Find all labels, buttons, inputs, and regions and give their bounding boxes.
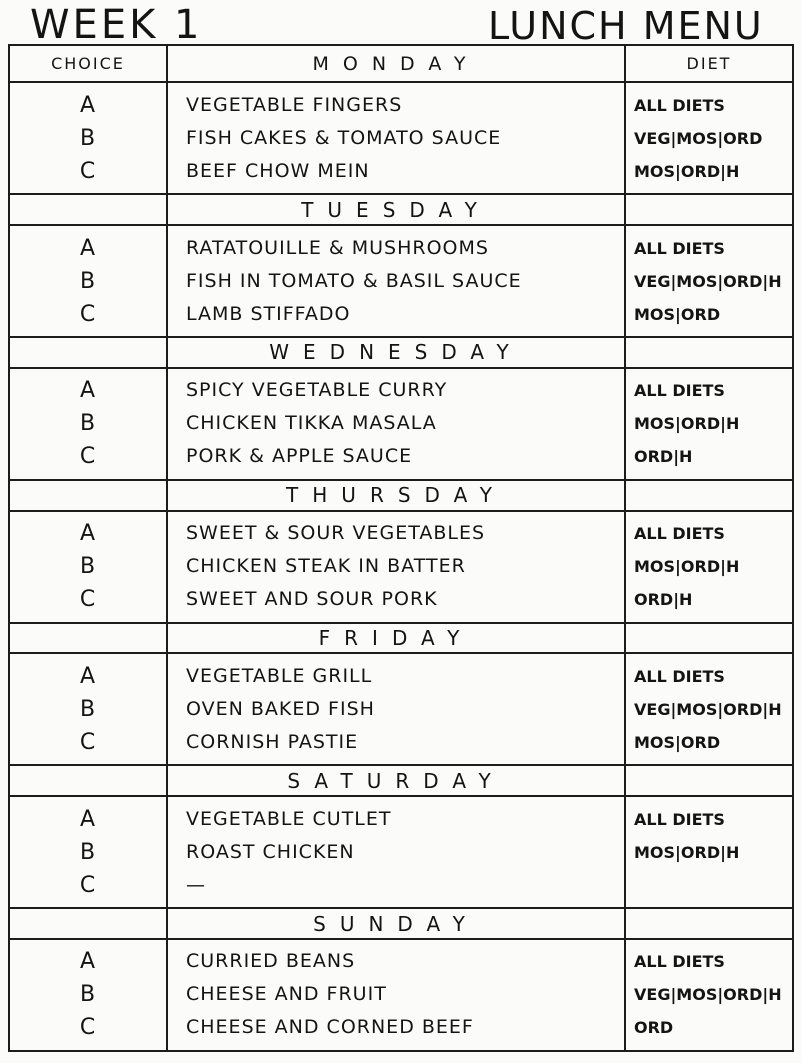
choice-letter: A xyxy=(79,235,97,261)
diet-codes: MOS|ORD|H xyxy=(634,161,740,181)
dish-name: VEGETABLE CUTLET xyxy=(186,807,392,830)
choice-letter: B xyxy=(79,125,97,151)
choice-letter: A xyxy=(79,663,97,689)
dish-name: CHICKEN STEAK IN BATTER xyxy=(186,555,466,578)
day-row-spacer xyxy=(9,194,167,225)
diet-codes xyxy=(626,869,792,902)
choice-letter: C xyxy=(79,158,97,184)
diet-codes: ALL DIETS xyxy=(634,524,725,544)
day-row-spacer xyxy=(625,765,793,796)
dishes-saturday xyxy=(167,796,625,908)
choice-letter: B xyxy=(79,268,97,294)
day-row-spacer xyxy=(625,337,793,368)
diet-codes: ALL DIETS xyxy=(634,95,725,115)
dishes-monday xyxy=(167,82,625,194)
diets-wednesday xyxy=(625,368,793,480)
menu-title: LUNCH MENU xyxy=(488,4,764,48)
dish-name: BEEF CHOW MEIN xyxy=(186,159,370,182)
choice-letter: C xyxy=(79,872,97,898)
diets-saturday xyxy=(625,796,793,908)
choice-letter: C xyxy=(79,1015,97,1041)
dishes-wednesday xyxy=(167,368,625,480)
diet-codes: MOS|ORD|H xyxy=(634,557,740,577)
dish-name: OVEN BAKED FISH xyxy=(186,697,375,720)
diets-monday xyxy=(625,82,793,194)
meal-block-wednesday xyxy=(9,368,793,480)
choice-letter: B xyxy=(79,411,97,437)
day-row-spacer xyxy=(9,337,167,368)
diet-codes: MOS|ORD|H xyxy=(634,414,740,434)
diet-codes: VEG|MOS|ORD xyxy=(634,128,763,148)
day-name-friday: FRIDAY xyxy=(167,623,625,654)
diet-codes: VEG|MOS|ORD|H xyxy=(634,271,782,291)
choice-letters-friday xyxy=(9,653,167,765)
day-name-sunday: SUNDAY xyxy=(167,908,625,939)
diet-codes: ALL DIETS xyxy=(634,952,725,972)
dish-name: SWEET & SOUR VEGETABLES xyxy=(186,522,486,545)
choice-letter: B xyxy=(79,982,97,1008)
diet-codes: ORD xyxy=(634,1018,674,1038)
dish-name: PORK & APPLE SAUCE xyxy=(186,445,413,468)
choice-letter: C xyxy=(79,444,97,470)
dish-name: VEGETABLE GRILL xyxy=(186,664,373,687)
dish-name: CHEESE AND CORNED BEEF xyxy=(186,1016,474,1039)
day-header-monday: MONDAY xyxy=(167,45,625,82)
choice-letters-wednesday xyxy=(9,368,167,480)
day-row-tuesday xyxy=(9,194,793,225)
choice-letter: A xyxy=(79,806,97,832)
diets-friday xyxy=(625,653,793,765)
diet-codes: ALL DIETS xyxy=(634,666,725,686)
day-row-spacer xyxy=(9,908,167,939)
week-title: WEEK 1 xyxy=(30,2,203,48)
meal-block-friday xyxy=(9,653,793,765)
diet-column-header: DIET xyxy=(625,45,793,82)
diets-tuesday xyxy=(625,225,793,337)
dish-name: CORNISH PASTIE xyxy=(186,730,359,753)
dish-name: VEGETABLE FINGERS xyxy=(186,93,403,116)
day-row-thursday xyxy=(9,480,793,511)
dishes-sunday xyxy=(167,939,625,1051)
lunch-menu-table xyxy=(8,44,794,1052)
diet-codes: VEG|MOS|ORD|H xyxy=(634,985,782,1005)
day-row-wednesday xyxy=(9,337,793,368)
dishes-friday xyxy=(167,653,625,765)
choice-letter: C xyxy=(79,729,97,755)
choice-letter: A xyxy=(79,949,97,975)
dish-name: LAMB STIFFADO xyxy=(186,302,351,325)
diet-codes: ORD|H xyxy=(634,447,693,467)
choice-letter: B xyxy=(79,839,97,865)
meal-block-monday xyxy=(9,82,793,194)
choice-letter: A xyxy=(79,92,97,118)
day-row-spacer xyxy=(9,765,167,796)
diet-codes: MOS|ORD xyxy=(634,732,721,752)
diet-codes: MOS|ORD xyxy=(634,304,721,324)
choice-letters-monday xyxy=(9,82,167,194)
diets-sunday xyxy=(625,939,793,1051)
dish-name: CHEESE AND FRUIT xyxy=(186,983,387,1006)
diets-thursday xyxy=(625,511,793,623)
dish-name: ROAST CHICKEN xyxy=(186,840,355,863)
choice-letter: C xyxy=(79,587,97,613)
dish-name: RATATOUILLE & MUSHROOMS xyxy=(186,236,489,259)
choice-letters-tuesday xyxy=(9,225,167,337)
day-row-spacer xyxy=(9,623,167,654)
choice-letters-thursday xyxy=(9,511,167,623)
menu-body xyxy=(9,45,793,1051)
day-row-saturday xyxy=(9,765,793,796)
day-name-tuesday: TUESDAY xyxy=(167,194,625,225)
day-name-thursday: THURSDAY xyxy=(167,480,625,511)
dish-name: FISH IN TOMATO & BASIL SAUCE xyxy=(186,269,522,292)
day-name-wednesday: WEDNESDAY xyxy=(167,337,625,368)
choice-letter: B xyxy=(79,696,97,722)
diet-codes: ALL DIETS xyxy=(634,238,725,258)
day-row-spacer xyxy=(625,480,793,511)
day-row-spacer xyxy=(625,194,793,225)
choice-letter: A xyxy=(79,521,97,547)
dish-name: SPICY VEGETABLE CURRY xyxy=(186,379,448,402)
diet-codes: ALL DIETS xyxy=(634,809,725,829)
choice-letters-sunday xyxy=(9,939,167,1051)
meal-block-thursday xyxy=(9,511,793,623)
choice-letter: B xyxy=(79,554,97,580)
diet-codes: ALL DIETS xyxy=(634,381,725,401)
meal-block-saturday xyxy=(9,796,793,908)
dish-name: CHICKEN TIKKA MASALA xyxy=(186,412,437,435)
day-row-sunday xyxy=(9,908,793,939)
meal-block-sunday xyxy=(9,939,793,1051)
diet-codes: VEG|MOS|ORD|H xyxy=(634,699,782,719)
day-row-spacer xyxy=(625,908,793,939)
day-row-spacer xyxy=(9,480,167,511)
dishes-tuesday xyxy=(167,225,625,337)
dish-name: FISH CAKES & TOMATO SAUCE xyxy=(186,126,502,149)
diet-codes: MOS|ORD|H xyxy=(634,842,740,862)
dish-name: SWEET AND SOUR PORK xyxy=(186,588,438,611)
day-row-friday xyxy=(9,623,793,654)
day-name-saturday: SATURDAY xyxy=(167,765,625,796)
header-row xyxy=(9,45,793,82)
diet-codes: ORD|H xyxy=(634,590,693,610)
day-row-spacer xyxy=(625,623,793,654)
dishes-thursday xyxy=(167,511,625,623)
choice-letter: C xyxy=(79,301,97,327)
dish-name: — xyxy=(186,873,206,896)
choice-letters-saturday xyxy=(9,796,167,908)
dish-name: CURRIED BEANS xyxy=(186,950,356,973)
choice-letter: A xyxy=(79,378,97,404)
meal-block-tuesday xyxy=(9,225,793,337)
choice-column-header: CHOICE xyxy=(9,45,167,82)
